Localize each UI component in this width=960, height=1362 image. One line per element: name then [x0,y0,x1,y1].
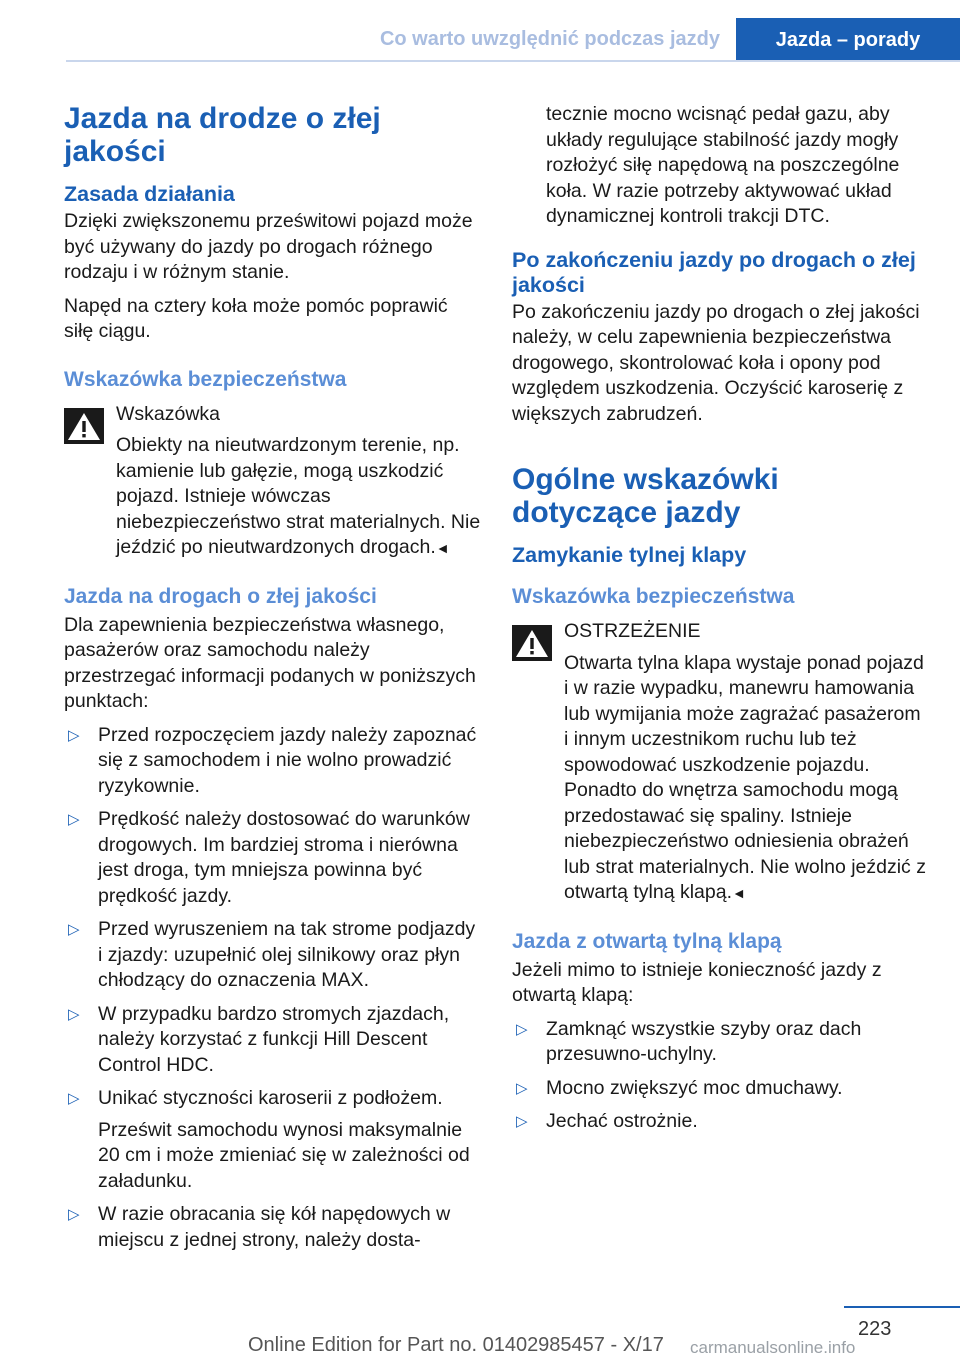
list-item-text: Prędkość należy dostosować do warunków drogowych. Im bardziej stroma i nierówna jest droga, tym mniejsza powinna być prędkość jazdy. [98,808,470,907]
list-item [512,1076,930,1102]
header-divider [66,60,960,62]
list-item [64,723,482,800]
list-item [512,1109,930,1135]
header-chapter-label: Jazda – porady [775,28,921,51]
notice-text-wrap [116,433,482,562]
right-column [512,102,930,1143]
list-item-text: Przed rozpoczęciem jazdy należy zapoznać się z samochodem i nie wolno prowadzić ryzykownie. [98,723,477,797]
section-title-general-tips: Ogólne wskazówki dotyczące jazdy [512,463,779,529]
triangle-bullet-icon: ▷ [516,1113,528,1130]
heading-driving-open-tailgate: Jazda z otwartą tylną klapą [512,929,782,953]
list-item [512,1017,930,1068]
list-item [64,1086,482,1194]
heading-safety-note: Wskazówka bezpieczeństwa [64,367,347,391]
paragraph-open-tailgate-intro: Jeżeli mimo to istnieje konieczność jazdy z otwartą klapą: [512,958,882,1006]
list-item [64,807,482,909]
header-section-title: Co warto uwzględnić podczas jazdy [379,28,720,50]
list-item-text: Mocno zwiększyć moc dmuchawy. [546,1076,843,1099]
safety-notice-box [64,402,482,562]
heading-after-rough-roads: Po zakończeniu jazdy po drogach o złej jakości [512,247,916,297]
triangle-bullet-icon: ▷ [516,1020,528,1038]
warning-text: Otwarta tylna klapa wystaje ponad pojazd i w razie wypadku, manewru hamowania lub wymijania może zagrażać pasażerom i innym uczestnikom ruchu lub też spowodować uszkodzenie pojazdu. Ponadto do wnętrza samochodu mogą przedostawać się spaliny. Istnieje niebezpieczeństwo odniesienia obrażeń lub strat materialnych. Nie wolno jeździć z otwartą tylną klapą. [564,651,926,903]
footer-watermark: carmanualsonline.info [690,1338,856,1357]
heading-closing-tailgate: Zamykanie tylnej klapy [512,543,747,567]
footer-edition: Online Edition for Part no. 01402985457 - X/17 [248,1334,664,1356]
open-tailgate-list [512,1017,930,1135]
warning-text-wrap [564,651,930,907]
list-item-text: Jechać ostrożnie. [546,1110,698,1132]
heading-driving-rough-roads: Jazda na drogach o złej jakości [64,584,377,608]
list-item [64,1002,482,1079]
notice-label: Wskazówka [116,402,221,425]
list-item [64,1202,482,1253]
heading-safety-note-2: Wskazówka bezpieczeństwa [512,585,795,608]
triangle-bullet-icon: ▷ [68,921,80,938]
paragraph-awd-traction: Napęd na cztery koła może pomóc poprawić siłę ciągu. [64,294,448,342]
warning-label: OSTRZEŻENIE [564,620,701,642]
rough-roads-list [64,723,482,1254]
page-number-rule [844,1306,960,1308]
warning-triangle-icon [512,625,552,661]
section-title-rough-roads: Jazda na drodze o złej jakości [64,102,381,168]
paragraph-rough-roads-intro: Dla zapewnienia bezpieczeństwa własnego, pasażerów oraz samochodu należy przestrzegać informacji podanych w poniższych punktach: [64,613,476,712]
triangle-bullet-icon: ▷ [68,1005,80,1023]
triangle-bullet-icon: ▷ [68,1206,80,1223]
end-of-warning-mark: ◄ [732,885,746,901]
triangle-bullet-icon: ▷ [516,1079,528,1097]
end-of-notice-mark: ◄ [435,540,450,556]
list-item-text: Zamknąć wszystkie szyby oraz dach przesuwno-uchylny. [546,1017,862,1065]
triangle-bullet-icon: ▷ [68,726,80,744]
triangle-bullet-icon: ▷ [68,1090,80,1107]
header-chapter-tab[interactable] [736,18,960,62]
list-item-text: Unikać styczności karoserii z podłożem. [98,1087,443,1109]
triangle-bullet-icon: ▷ [68,811,80,828]
paragraph-after-rough-roads: Po zakończeniu jazdy po drogach o złej jakości należy, w celu zapewnienia bezpieczeństwa drogowego, skontrolować koła i opony pod względem uszkodzenia. Oczyścić karoserię z większych zabrudzeń. [512,300,920,425]
left-column [64,102,482,1261]
list-item [64,917,482,994]
warning-triangle-icon [64,408,104,444]
list-item-subtext: Prześwit samochodu wynosi maksymalnie 20 cm i może zmieniać się w zależności od załadunku. [98,1118,470,1192]
heading-operating-principle: Zasada działania [64,182,235,206]
warning-box [512,619,930,907]
list-item-continuation: tecznie mocno wcisnąć pedał gazu, aby układy regulujące stabilność jazdy mogły rozłożyć siłę napędową na poszczególne koła. W razie potrzeby aktywować układ dynamicznej kontroli trakcji DTC. [546,103,900,227]
list-item-text: Przed wyruszeniem na tak strome podjazdy i zjazdy: uzupełnić olej silnikowy oraz płyn chłodzący do oznaczenia MAX. [98,918,476,991]
paragraph-ground-clearance: Dzięki zwiększonemu prześwitowi pojazd może być używany do jazdy po drogach różnego rodzaju i w różnym stanie. [64,210,473,283]
notice-text: Obiekty na nieutwardzonym terenie, np. kamienie lub gałęzie, mogą uszkodzić pojazd. Istnieje wówczas niebezpieczeństwo strat materialnych. Nie jeździć po nieutwardzonych drogach. [116,434,481,558]
page-number: 223 [858,1318,892,1340]
list-item-text: W przypadku bardzo stromych zjazdach, należy korzystać z funkcji Hill Descent Control HDC. [98,1002,450,1076]
list-item-text: W razie obracania się kół napędowych w miejscu z jednej strony, należy dosta- [98,1203,451,1251]
